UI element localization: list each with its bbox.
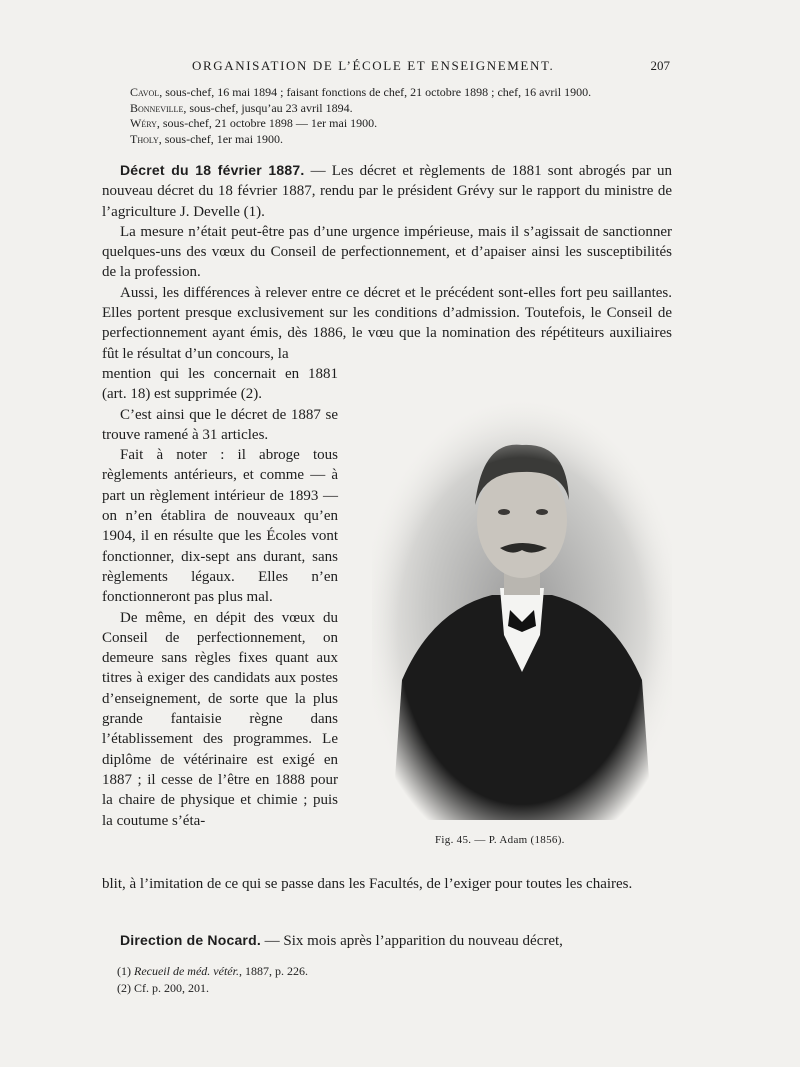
footnote: (2) Cf. p. 200, 201. bbox=[117, 981, 209, 995]
staff-entry: Wéry, sous-chef, 21 octobre 1898 — 1er mai 1900. bbox=[130, 116, 378, 130]
paragraph: Aussi, les différences à relever entre ce décret et le précédent sont-elles fort peu saillantes. Elles portent presque exclusivement sur les conditions d’admission. Toutefois, le Conseil de perfectionnement ayant émis, dès 1886, le vœu que la nomination des répétiteurs auxiliaires fût le résultat d’un concours, la bbox=[102, 284, 672, 362]
portrait-photo bbox=[372, 400, 672, 820]
main-text-continued bbox=[102, 874, 672, 894]
footnote: (1) Recueil de méd. vétér., 1887, p. 226. bbox=[117, 964, 308, 978]
paragraph: Fait à noter : il abroge tous règlements antérieurs, et comme — à part un règlement intérieur de 1893 — on n’en établira de nouveaux qu’en 1904, il en résulte que les Écoles vont fonctionner, dix-sept ans durant, sans règlements légaux. Elles n’en fonctionneront pas plus mal. bbox=[102, 447, 338, 606]
header-title: ORGANISATION DE L’ÉCOLE ET ENSEIGNEMENT. bbox=[192, 58, 555, 73]
staff-entry: Bonneville, sous-chef, jusqu’au 23 avril 1894. bbox=[130, 100, 353, 115]
staff-list bbox=[130, 85, 675, 147]
paragraph: blit, à l’imitation de ce qui se passe dans les Facultés, de l’exiger pour toutes les chaires. bbox=[102, 876, 633, 892]
footnotes bbox=[117, 963, 308, 997]
figure-caption: Fig. 45. — P. Adam (1856). bbox=[435, 834, 565, 846]
section-heading-decret: Décret du 18 février 1887. bbox=[120, 162, 305, 178]
staff-entry: Cavol, sous-chef, 16 mai 1894 ; faisant fonctions de chef, 21 octobre 1898 ; chef, 16 avril 1900. bbox=[130, 85, 592, 99]
paragraph: De même, en dépit des vœux du Conseil de perfectionnement, on demeure sans règles fixes quant aux titres à exiger des candidats aux postes d’enseignement, de sorte que la plus grande fantaisie règne dans l’établissement des programmes. Le diplôme de vétérinaire est exigé en 1887 ; il cesse de l’être en 1888 pour la chaire de physique et chimie ; puis la coutume s’éta- bbox=[102, 609, 338, 829]
page-number: 207 bbox=[650, 58, 670, 73]
staff-entry: Tholy, sous-chef, 1er mai 1900. bbox=[130, 131, 284, 146]
paragraph: La mesure n’était peut-être pas d’une urgence impérieuse, mais il s’agissait de sanctionner quelques-uns des vœux du Conseil de perfectionnement, et d’apaiser ainsi les susceptibilités de la profession. bbox=[102, 223, 672, 281]
paragraph: C’est ainsi que le décret de 1887 se trouve ramené à 31 articles. bbox=[102, 406, 338, 443]
running-header bbox=[130, 58, 670, 78]
paragraph: mention qui les concernait en 1881 (art. 18) est supprimée (2). bbox=[102, 365, 338, 403]
portrait-illustration bbox=[372, 400, 672, 820]
section-heading-direction: Direction de Nocard. bbox=[120, 932, 261, 948]
paragraph: Décret du 18 février 1887. — Les décret et règlements de 1881 sont abrogés par un nouveau décret du 18 février 1887, rendu par le président Grévy sur le rapport du ministre de l’agriculture J. Develle (1). bbox=[102, 162, 673, 220]
paragraph: Direction de Nocard. — Six mois après l’apparition du nouveau décret, bbox=[120, 932, 563, 949]
